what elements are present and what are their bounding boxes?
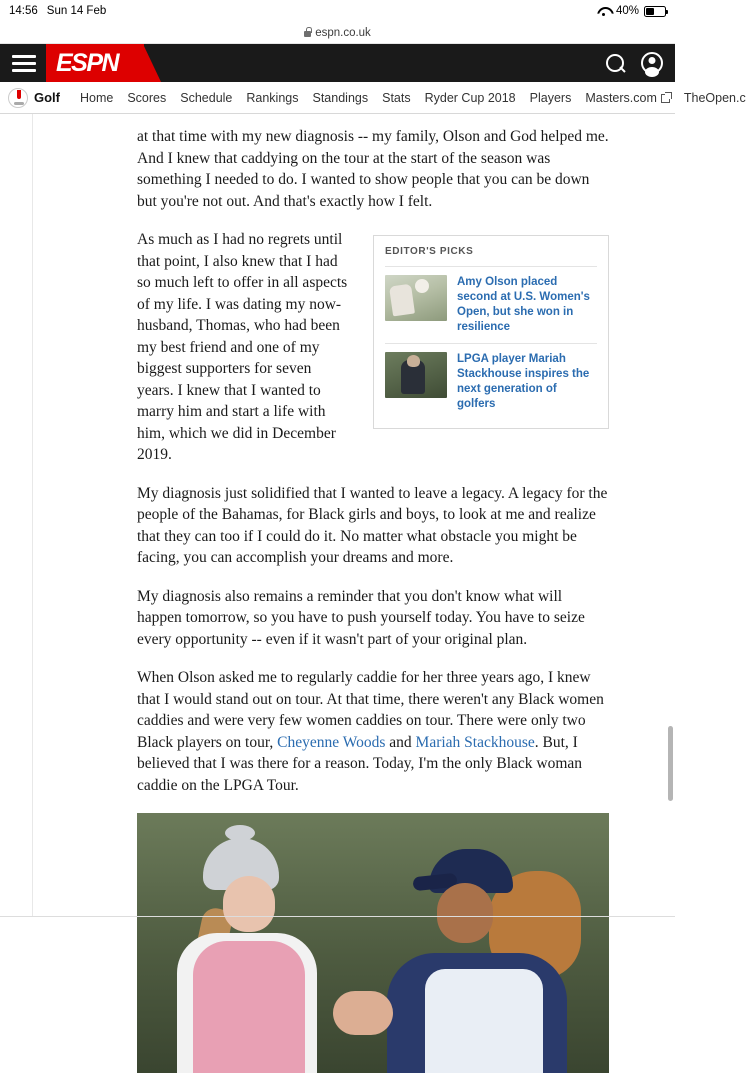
- paragraph-text-mid: and: [385, 733, 416, 751]
- paragraph-text-tail: . But, I believed that I was there for a reason. Today, I'm the only Black woman caddie on the LPGA Tour.: [137, 733, 583, 794]
- article-paragraph-1: at that time with my new diagnosis -- my family, Olson and God helped me. And I knew that caddying on the tour at the start of the season was something I needed to do. I wanted to show people that you can be down but you're not out. And that's exactly how I felt.: [137, 128, 609, 210]
- status-bar-time: 14:56: [9, 5, 38, 17]
- editors-pick-headline[interactable]: Amy Olson placed second at U.S. Women's Open, but she won in resilience: [457, 276, 590, 333]
- lock-icon: [304, 31, 311, 37]
- editors-picks-title: EDITOR'S PICKS: [385, 246, 474, 257]
- sport-sub-nav: [0, 82, 746, 114]
- espn-logo-text: ESPN: [56, 48, 119, 77]
- link-mariah-stackhouse[interactable]: Mariah Stackhouse: [415, 733, 535, 751]
- link-cheyenne-woods[interactable]: Cheyenne Woods: [277, 733, 386, 751]
- editors-pick-item[interactable]: [385, 343, 597, 420]
- sub-nav-item-schedule[interactable]: Schedule: [180, 90, 233, 105]
- status-bar-date: Sun 14 Feb: [46, 5, 107, 17]
- sub-nav-item-standings[interactable]: Standings: [312, 90, 369, 105]
- amy-olson-thumbnail: [385, 275, 447, 321]
- battery-icon: [644, 6, 666, 17]
- sub-nav-item-ryder-cup-2018[interactable]: Ryder Cup 2018: [424, 90, 516, 105]
- user-account-icon[interactable]: [641, 52, 663, 74]
- search-icon[interactable]: [606, 54, 625, 73]
- mariah-stackhouse-thumbnail: [385, 352, 447, 398]
- sub-nav-item-rankings[interactable]: Rankings: [246, 90, 299, 105]
- ios-status-bar: [0, 0, 675, 22]
- page-scrollbar[interactable]: [668, 726, 673, 801]
- editors-pick-headline[interactable]: LPGA player Mariah Stackhouse inspires the next generation of golfers: [457, 353, 590, 410]
- sub-nav-item-masters-com[interactable]: Masters.com: [585, 91, 670, 105]
- article-viewport: [0, 114, 675, 917]
- battery-percent-label: 40%: [615, 5, 639, 17]
- espn-logo[interactable]: [46, 44, 144, 82]
- browser-address-bar[interactable]: [0, 22, 675, 44]
- article-photo: [137, 813, 609, 1073]
- left-rail: [0, 114, 33, 917]
- article-paragraph-4: My diagnosis also remains a reminder that you don't know what will happen tomorrow, so you have to push yourself today. You have to seize every opportunity -- even if it wasn't part of your original plan.: [137, 587, 585, 648]
- hamburger-menu-icon[interactable]: [12, 55, 36, 72]
- article-paragraph-3: My diagnosis just solidified that I wanted to leave a legacy. A legacy for the people of the Bahamas, for Black girls and boys, to look at me and realize that they can too if I could do it. No matter what obstacle you might be facing, you can accomplish your dreams and more.: [137, 484, 608, 566]
- article-body: [34, 114, 675, 917]
- editors-picks-box: [373, 235, 609, 429]
- sport-name-label: Golf: [34, 90, 60, 105]
- external-link-icon: [661, 94, 670, 103]
- sub-nav-item-players[interactable]: Players: [529, 90, 572, 105]
- bottom-divider: [0, 916, 675, 917]
- sub-nav-item-scores[interactable]: Scores: [127, 90, 167, 105]
- article-paragraph-2: As much as I had no regrets until that point, I also knew that I had so much left to offer in all aspects of my life. I was dating my now-husband, Thomas, who had been my best friend and one of my biggest supporters for seven years. I knew that I wanted to marry him and start a life with him, which we did in December 2019.: [137, 231, 348, 463]
- golf-ball-icon: [8, 88, 28, 108]
- espn-top-nav: [0, 44, 675, 82]
- article-paragraph-5: [137, 667, 609, 796]
- url-text: espn.co.uk: [315, 26, 371, 39]
- sub-nav-item-home[interactable]: Home: [80, 90, 114, 105]
- editors-pick-item[interactable]: [385, 266, 597, 343]
- sub-nav-item-stats[interactable]: Stats: [382, 90, 411, 105]
- wifi-icon: [597, 6, 611, 17]
- paragraph-text-lead: When Olson asked me to regularly caddie for her three years ago, I knew that I would stand out on tour. At that time, there weren't any Black women caddies and were very few women caddies on tour. There were only two Black players on tour,: [137, 669, 604, 751]
- sub-nav-item-theopen[interactable]: TheOpen.c: [683, 90, 746, 105]
